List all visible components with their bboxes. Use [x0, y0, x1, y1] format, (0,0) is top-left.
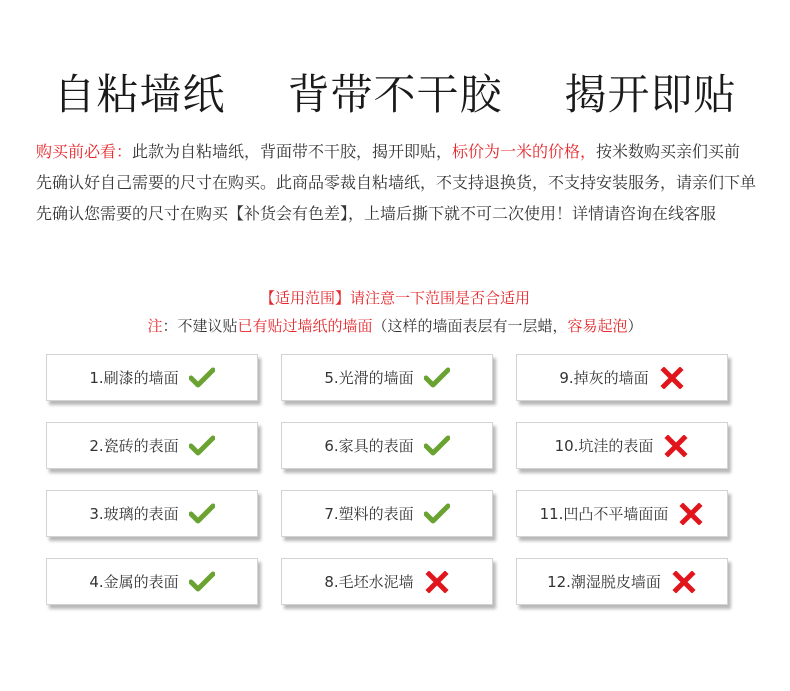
surface-label: 3.玻璃的表面 — [89, 505, 179, 523]
surface-label: 1.刷漆的墙面 — [89, 369, 179, 387]
scope-note — [0, 312, 790, 340]
surface-card — [46, 422, 258, 469]
scope-note-highlight: 已有贴过墙纸的墙面 — [237, 317, 373, 335]
notice-text-1: 此款为自粘墙纸，背面带不干胶，揭开即贴， — [132, 142, 453, 161]
surface-card — [516, 558, 728, 605]
surface-card — [516, 490, 728, 537]
check-icon — [424, 503, 450, 525]
surface-card — [46, 354, 258, 401]
scope-note-text-3: ） — [627, 317, 643, 335]
headline-part-1: 自粘墙纸 — [53, 70, 226, 119]
surface-card — [46, 490, 258, 537]
surface-label: 10.坑洼的表面 — [554, 437, 654, 455]
scope-note-text-2: （这样的墙面表层有一层蜡， — [372, 317, 568, 335]
headline — [0, 62, 790, 122]
notice-price-highlight: 标价为一米的价格， — [452, 142, 597, 161]
headline-part-3: 揭开即贴 — [564, 70, 737, 119]
surface-card — [281, 490, 493, 537]
check-icon — [424, 435, 450, 457]
check-icon — [424, 367, 450, 389]
cross-icon — [659, 367, 685, 389]
surface-label: 6.家具的表面 — [324, 437, 414, 455]
cross-icon — [424, 571, 450, 593]
scope-note-highlight-2: 容易起泡 — [567, 317, 628, 335]
notice-text-2: 按米数购买亲们买前先确认好自己需要的尺寸在购买。此商品零裁自粘墙纸，不支持退换货，不支持安装服务，请亲们下单先确认您需要的尺寸在购买【补货会有色差】，上墙后撕下就不可二次使用！详情请咨询在线客服 — [36, 142, 757, 223]
surface-label: 12.潮湿脱皮墙面 — [547, 573, 661, 591]
headline-part-2: 背带不干胶 — [287, 70, 503, 119]
check-icon — [189, 435, 215, 457]
check-icon — [189, 367, 215, 389]
surface-card — [281, 354, 493, 401]
cross-icon — [678, 503, 704, 525]
scope-section — [0, 284, 790, 340]
scope-note-text-1: ：不建议贴 — [162, 317, 238, 335]
scope-title: 【适用范围】请注意一下范围是否合适用 — [259, 289, 530, 307]
surface-label: 5.光滑的墙面 — [324, 369, 414, 387]
purchase-notice — [36, 136, 756, 229]
surface-label: 2.瓷砖的表面 — [89, 437, 179, 455]
surface-card — [516, 354, 728, 401]
surface-label: 11.凹凸不平墙面面 — [539, 505, 669, 523]
surface-label: 7.塑料的表面 — [324, 505, 414, 523]
surface-card — [281, 422, 493, 469]
surface-label: 8.毛坯水泥墙 — [324, 573, 414, 591]
check-icon — [189, 571, 215, 593]
check-icon — [189, 503, 215, 525]
scope-note-label: 注 — [147, 317, 163, 335]
surface-label: 4.金属的表面 — [89, 573, 179, 591]
notice-lead: 购买前必看： — [36, 142, 133, 161]
cross-icon — [663, 435, 689, 457]
surface-card — [516, 422, 728, 469]
surface-grid — [46, 354, 728, 605]
surface-label: 9.掉灰的墙面 — [559, 369, 649, 387]
surface-card — [46, 558, 258, 605]
cross-icon — [671, 571, 697, 593]
surface-card — [281, 558, 493, 605]
